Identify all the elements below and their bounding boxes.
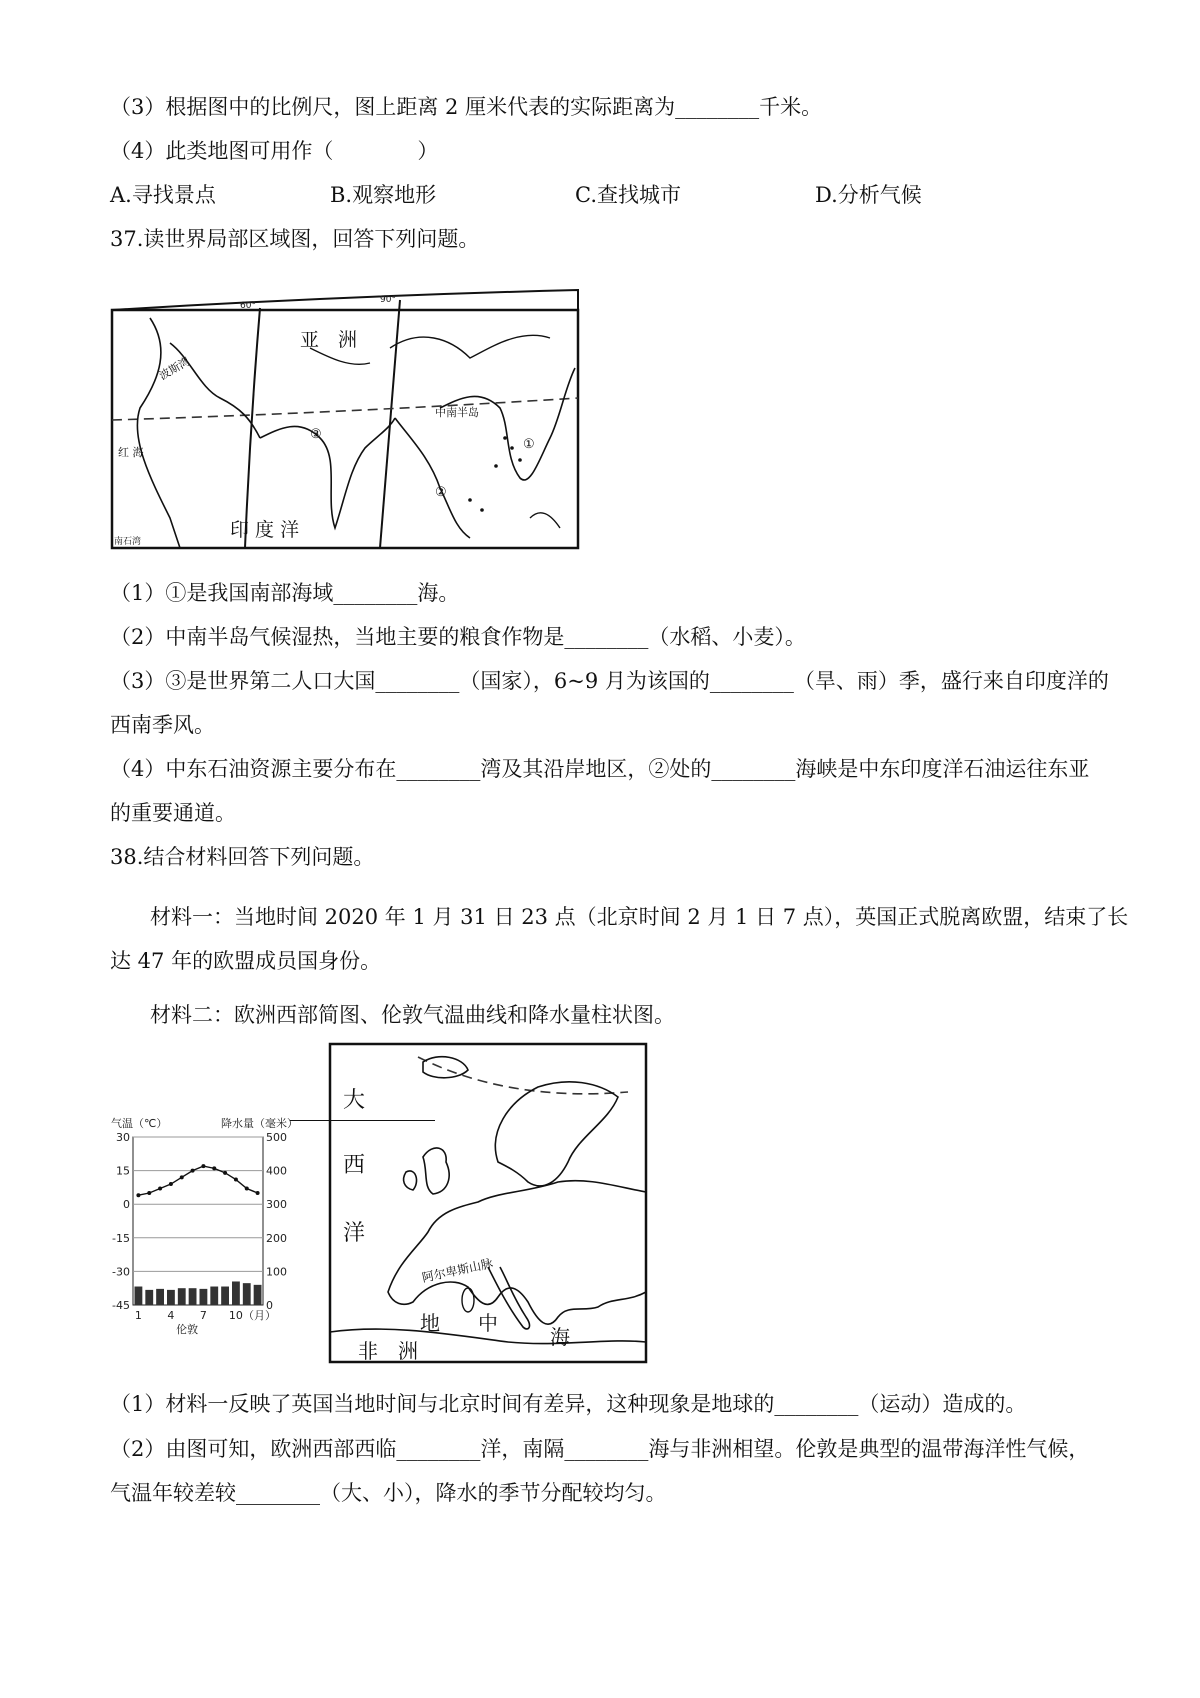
label-asia: 亚 洲 — [300, 329, 358, 351]
precip-tick-label: 200 — [266, 1231, 287, 1245]
option-c: C.查找城市 — [575, 183, 681, 207]
q37-part2: （2）中南半岛气候湿热，当地主要的粮食作物是________（水稻、小麦）。 — [110, 625, 806, 649]
q37-part1: （1）①是我国南部海域________海。 — [110, 581, 460, 605]
label-indian-ocean: 印 度 洋 — [230, 519, 300, 541]
precip-tick-label: 300 — [266, 1198, 287, 1212]
precip-tick-label: 500 — [266, 1131, 287, 1144]
q37-part3-line1: （3）③是世界第二人口大国________（国家），6~9 月为该国的________（旱、雨）季，盛行来自印度洋的 — [110, 669, 1109, 693]
label-peninsula: 中南半岛 — [435, 406, 479, 419]
precip-bar — [210, 1287, 218, 1305]
london-climate-chart — [105, 1115, 305, 1336]
q37-part3-line2: 西南季风。 — [110, 713, 215, 737]
month-tick-label: 7 — [199, 1309, 207, 1322]
q37-part4-line1: （4）中东石油资源主要分布在________湾及其沿岸地区，②处的________海峡是中东印度洋石油运往东亚 — [110, 757, 1090, 781]
temp-point — [234, 1178, 238, 1182]
label-med-1: 地 — [420, 1311, 440, 1335]
label-atlantic-1: 大 — [343, 1088, 366, 1113]
west-europe-map — [328, 1042, 648, 1364]
label-med-3: 海 — [550, 1325, 570, 1349]
precip-bar — [167, 1290, 175, 1305]
precip-bar — [243, 1283, 251, 1305]
marker-2: ② — [435, 485, 447, 500]
temp-point — [180, 1175, 184, 1179]
tropic-line — [112, 398, 578, 420]
q38-part2-line2: 气温年较差较________（大、小），降水的季节分配较均匀。 — [110, 1481, 667, 1505]
q38-part2-line1: （2）由图可知，欧洲西部西临________洋，南隔________海与非洲相望。伦敦是典型的温带海洋性气候， — [110, 1437, 1090, 1461]
temp-point — [256, 1191, 260, 1195]
temp-tick-label: 15 — [116, 1164, 130, 1178]
temp-point — [212, 1166, 216, 1170]
precip-tick-label: 400 — [266, 1164, 287, 1178]
label-red-sea: 红 海 — [118, 446, 144, 459]
label-atlantic-2: 西 — [343, 1153, 366, 1178]
label-med-2: 中 — [478, 1311, 498, 1335]
asia-region-map — [110, 288, 580, 550]
month-tick-label: （月） — [243, 1309, 276, 1322]
temp-tick-label: 0 — [123, 1198, 130, 1212]
precip-bar — [189, 1288, 197, 1305]
precip-bar — [221, 1287, 229, 1305]
label-lon-90: 90° — [380, 295, 396, 305]
label-africa: 非 洲 — [358, 1339, 418, 1363]
option-d: D.分析气候 — [815, 183, 922, 207]
material1-line1: 材料一：当地时间 2020 年 1 月 31 日 23 点（北京时间 2 月 1 日 7 点），英国正式脱离欧盟，结束了长 — [150, 905, 1129, 929]
precip-tick-label: 0 — [266, 1299, 273, 1312]
precip-tick-label: 100 — [266, 1265, 287, 1279]
precip-bar — [135, 1287, 143, 1305]
temp-axis-label: 气温（℃） — [111, 1117, 168, 1130]
meridian-60 — [245, 308, 260, 548]
month-tick-label: 10 — [228, 1309, 243, 1322]
label-persian-gulf: 波斯湾 — [157, 354, 193, 383]
marker-1: ① — [523, 437, 535, 452]
temp-point — [158, 1187, 162, 1191]
temp-point — [245, 1187, 249, 1191]
precip-bar — [156, 1289, 164, 1305]
material1-line2: 达 47 年的欧盟成员国身份。 — [110, 949, 382, 973]
option-a: A.寻找景点 — [110, 183, 216, 207]
precip-bar — [232, 1281, 240, 1305]
marker-3: ③ — [310, 427, 322, 442]
month-tick-label: 4 — [167, 1309, 175, 1322]
temp-tick-label: -30 — [112, 1265, 130, 1279]
temp-tick-label: -15 — [112, 1231, 130, 1245]
precip-bar — [254, 1285, 262, 1305]
precip-bar — [178, 1288, 186, 1305]
temp-point — [191, 1169, 195, 1173]
temp-point — [169, 1182, 173, 1186]
temp-point — [223, 1171, 227, 1175]
arctic-circle-line — [418, 1057, 628, 1094]
city-label: 伦敦 — [176, 1323, 199, 1336]
precip-bar — [145, 1290, 153, 1305]
q38-stem: 38.结合材料回答下列问题。 — [110, 845, 375, 869]
precip-bar — [200, 1289, 208, 1305]
temp-point — [136, 1193, 140, 1197]
q37-stem: 37.读世界局部区域图，回答下列问题。 — [110, 227, 480, 251]
label-atlantic-3: 洋 — [343, 1221, 366, 1246]
label-corner: 南石湾 — [114, 537, 142, 547]
temp-tick-label: -45 — [112, 1299, 130, 1312]
q36-part4: （4）此类地图可用作（ ） — [110, 139, 439, 163]
temp-point — [147, 1191, 151, 1195]
option-b: B.观察地形 — [330, 183, 437, 207]
q37-part4-line2: 的重要通道。 — [110, 801, 236, 825]
q36-part3: （3）根据图中的比例尺，图上距离 2 厘米代表的实际距离为________千米。 — [110, 95, 823, 119]
month-tick-label: 1 — [134, 1309, 142, 1322]
chart-frame — [133, 1137, 263, 1305]
temp-point — [201, 1164, 205, 1168]
label-lon-60: 60° — [240, 301, 256, 311]
london-pointer-line — [290, 1120, 435, 1121]
precip-axis-label: 降水量（毫米） — [221, 1117, 298, 1130]
temp-tick-label: 30 — [116, 1131, 130, 1144]
material2: 材料二：欧洲西部简图、伦敦气温曲线和降水量柱状图。 — [150, 1003, 675, 1027]
q38-part1: （1）材料一反映了英国当地时间与北京时间有差异，这种现象是地球的________（运动）造成的。 — [110, 1392, 1027, 1416]
label-alps: 阿尔卑斯山脉 — [420, 1256, 495, 1285]
